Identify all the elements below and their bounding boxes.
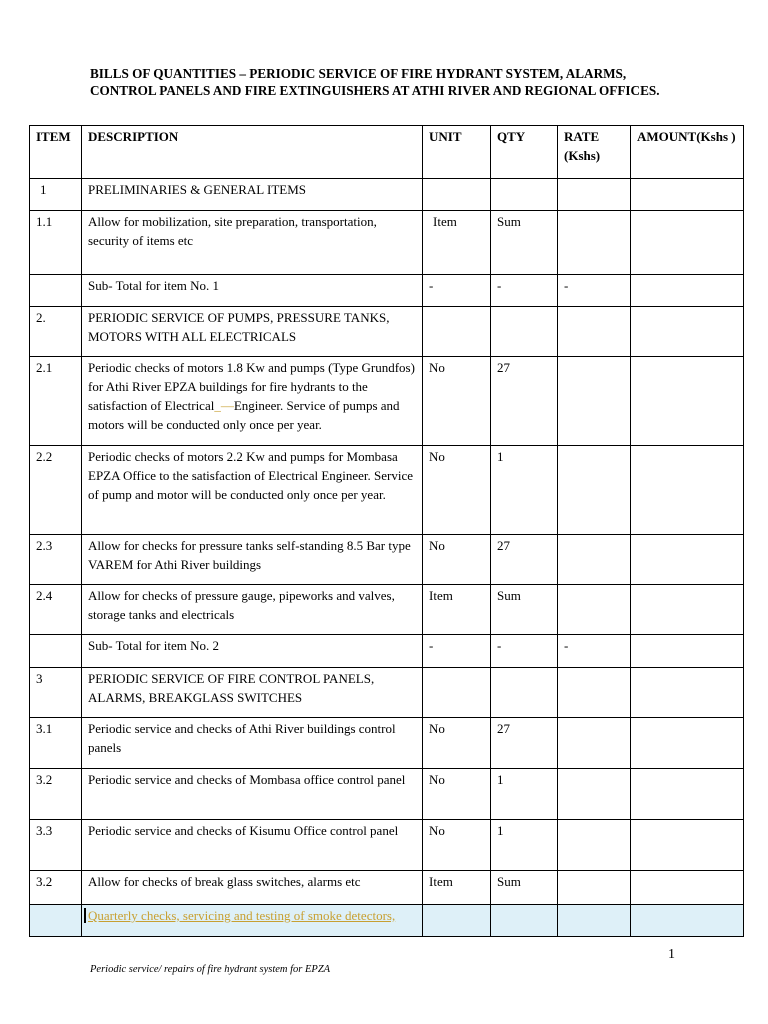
item-cell: [30, 275, 82, 307]
qty-cell: 27: [491, 357, 558, 446]
amount-cell: [631, 635, 744, 668]
unit-cell: -: [423, 635, 491, 668]
table-row: [30, 307, 744, 357]
table-row: [30, 535, 744, 585]
item-cell: 1.1: [30, 211, 82, 275]
qty-cell: 1: [491, 769, 558, 820]
rate-cell: [558, 769, 631, 820]
unit-cell: Item: [423, 871, 491, 905]
description-text: Periodic checks of motors 1.8 Kw and pumps (Type Grundfos) for Athi River EPZA buildings for fire hydrants to the satisfaction of Electrical: [88, 360, 415, 413]
qty-cell: Sum: [491, 585, 558, 635]
description-cell: PRELIMINARIES & GENERAL ITEMS: [82, 179, 423, 211]
amount-cell: [631, 307, 744, 357]
table-row: [30, 179, 744, 211]
description-cell: [82, 357, 423, 446]
header-item: ITEM: [30, 126, 82, 179]
page-number: 1: [668, 947, 675, 962]
table-row: [30, 905, 744, 937]
qty-cell: 1: [491, 446, 558, 535]
item-cell: 3.1: [30, 718, 82, 769]
header-unit: UNIT: [423, 126, 491, 179]
header-rate: RATE (Kshs): [558, 126, 631, 179]
rate-cell: [558, 179, 631, 211]
rate-cell: [558, 668, 631, 718]
table-row: [30, 446, 744, 535]
unit-cell: No: [423, 718, 491, 769]
table-row: [30, 668, 744, 718]
amount-cell: [631, 275, 744, 307]
unit-cell: No: [423, 535, 491, 585]
description-cell: Periodic service and checks of Kisumu Office control panel: [82, 820, 423, 871]
bill-of-quantities-table: [29, 125, 744, 937]
table-header-row: [30, 126, 744, 179]
qty-cell: -: [491, 275, 558, 307]
rate-cell: [558, 905, 631, 937]
table-row: [30, 357, 744, 446]
unit-cell: [423, 905, 491, 937]
item-cell: 2.: [30, 307, 82, 357]
amount-cell: [631, 820, 744, 871]
qty-cell: 27: [491, 535, 558, 585]
subtotal-row: [30, 275, 744, 307]
qty-cell: [491, 179, 558, 211]
item-cell: [30, 635, 82, 668]
unit-cell: [423, 179, 491, 211]
rate-cell: [558, 357, 631, 446]
item-cell: 3.2: [30, 769, 82, 820]
description-cell: Periodic service and checks of Mombasa office control panel: [82, 769, 423, 820]
unit-cell: No: [423, 820, 491, 871]
rate-cell: [558, 820, 631, 871]
rate-cell: [558, 585, 631, 635]
unit-cell: No: [423, 357, 491, 446]
amount-cell: [631, 668, 744, 718]
table-row: [30, 585, 744, 635]
rate-cell: [558, 871, 631, 905]
rate-cell: [558, 211, 631, 275]
description-cell: Allow for checks of break glass switches, alarms etc: [82, 871, 423, 905]
amount-cell: [631, 769, 744, 820]
amount-cell: [631, 905, 744, 937]
qty-cell: Sum: [491, 211, 558, 275]
item-cell: 3.3: [30, 820, 82, 871]
description-cell: Sub- Total for item No. 1: [82, 275, 423, 307]
rate-cell: [558, 535, 631, 585]
tracked-insertion-text: Quarterly checks, servicing and testing of smoke detectors,: [84, 908, 395, 923]
amount-cell: [631, 535, 744, 585]
unit-cell: [423, 668, 491, 718]
unit-cell: No: [423, 446, 491, 535]
rate-cell: -: [558, 275, 631, 307]
item-cell: 2.2: [30, 446, 82, 535]
unit-cell: [423, 307, 491, 357]
description-cell: Periodic service and checks of Athi River buildings control panels: [82, 718, 423, 769]
item-cell: [30, 905, 82, 937]
table-row: [30, 718, 744, 769]
item-cell: 2.3: [30, 535, 82, 585]
qty-cell: -: [491, 635, 558, 668]
qty-cell: Sum: [491, 871, 558, 905]
amount-cell: [631, 179, 744, 211]
amount-cell: [631, 718, 744, 769]
rate-cell: [558, 307, 631, 357]
unit-cell: -: [423, 275, 491, 307]
description-cell: Allow for checks for pressure tanks self-standing 8.5 Bar type VAREM for Athi River buildings: [82, 535, 423, 585]
description-cell: Allow for checks of pressure gauge, pipeworks and valves, storage tanks and electricals: [82, 585, 423, 635]
table-row: [30, 211, 744, 275]
unit-cell: Item: [423, 585, 491, 635]
rate-cell: [558, 446, 631, 535]
qty-cell: 27: [491, 718, 558, 769]
qty-cell: [491, 307, 558, 357]
rate-cell: [558, 718, 631, 769]
amount-cell: [631, 357, 744, 446]
table-row: [30, 769, 744, 820]
qty-cell: [491, 668, 558, 718]
amount-cell: [631, 446, 744, 535]
description-cell: PERIODIC SERVICE OF PUMPS, PRESSURE TANKS, MOTORS WITH ALL ELECTRICALS: [82, 307, 423, 357]
subtotal-row: [30, 635, 744, 668]
table-row: [30, 871, 744, 905]
description-cell: PERIODIC SERVICE OF FIRE CONTROL PANELS, ALARMS, BREAKGLASS SWITCHES: [82, 668, 423, 718]
amount-cell: [631, 585, 744, 635]
qty-cell: [491, 905, 558, 937]
document-title: BILLS OF QUANTITIES – PERIODIC SERVICE OF FIRE HYDRANT SYSTEM, ALARMS, CONTROL PANELS AND FIRE EXTINGUISHERS AT ATHI RIVER AND REGIONAL OFFICES.: [90, 66, 660, 98]
item-cell: 3: [30, 668, 82, 718]
amount-cell: [631, 211, 744, 275]
rate-cell: -: [558, 635, 631, 668]
description-cell: Periodic checks of motors 2.2 Kw and pumps for Mombasa EPZA Office to the satisfaction of Electrical Engineer. Service of pump and motor will be conducted only once per year.: [82, 446, 423, 535]
item-cell: 2.4: [30, 585, 82, 635]
item-cell: 2.1: [30, 357, 82, 446]
unit-cell: Item: [423, 211, 491, 275]
tracked-change-mark: _—: [214, 398, 234, 413]
item-cell: 1: [30, 179, 82, 211]
header-amount: AMOUNT(Kshs ): [631, 126, 744, 179]
qty-cell: 1: [491, 820, 558, 871]
header-qty: QTY: [491, 126, 558, 179]
header-description: DESCRIPTION: [82, 126, 423, 179]
description-text: Engineer. Service of pumps and motors will be conducted only once per year.: [88, 398, 400, 432]
amount-cell: [631, 871, 744, 905]
description-cell: [82, 905, 423, 937]
table-row: [30, 820, 744, 871]
unit-cell: No: [423, 769, 491, 820]
description-cell: Sub- Total for item No. 2: [82, 635, 423, 668]
page-footer: Periodic service/ repairs of fire hydrant system for EPZA: [90, 964, 331, 975]
item-cell: 3.2: [30, 871, 82, 905]
description-cell: Allow for mobilization, site preparation, transportation, security of items etc: [82, 211, 423, 275]
